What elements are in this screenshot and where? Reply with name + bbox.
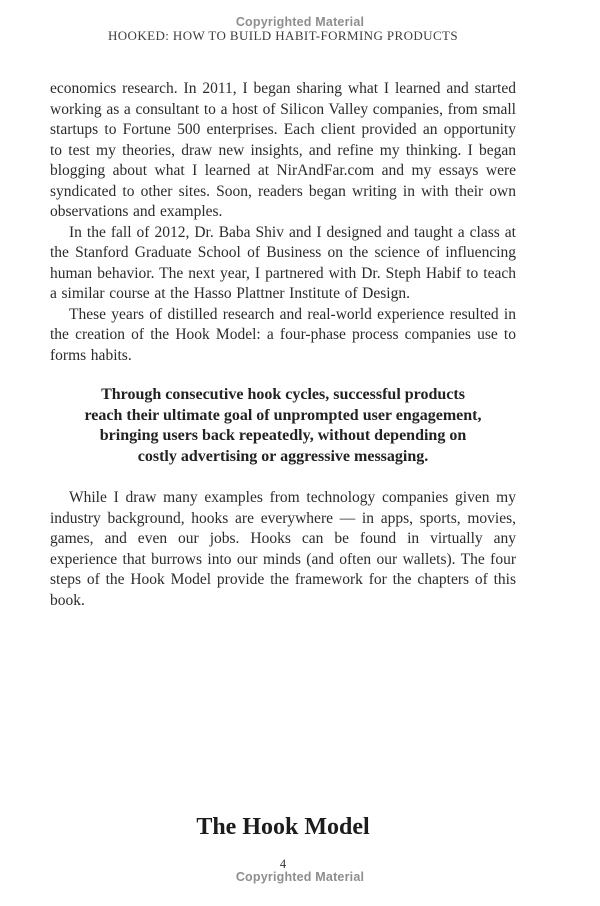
paragraph-distilled-research: These years of distilled research and real-world experience resulted in the creation of the Hook Model: a four-phase process companies use to forms habits. [50,305,516,364]
page-body [50,79,516,611]
pull-quote-line: bringing users back repeatedly, without depending on [99,427,467,444]
pull-quote-line: Through consecutive hook cycles, successful products [101,386,465,403]
copyright-watermark-bottom: Copyrighted Material [235,870,365,884]
paragraph-fall-of-2012: In the fall of 2012, Dr. Baba Shiv and I designed and taught a class at the Stanford Graduate School of Business on the science of influencing human behavior. The next year, I partnered with Dr. Steph Habif to teach a similar course at the Hasso Plattner Institute of Design. [50,223,516,302]
page-number: 4 [279,857,287,871]
paragraph-while-i-draw: While I draw many examples from technology companies given my industry background, hooks are everywhere — in apps, sports, movies, games, and even our jobs. Hooks can be found in virtually any experience that burrows into our minds (and often our wallets). The four steps of the Hook Model provide the framework for the chapters of this book. [50,489,516,609]
pull-quote-line: costly advertising or aggressive messaging. [137,447,429,465]
pull-quote-line: reach their ultimate goal of unprompted user engagement, [84,406,482,424]
running-header: HOOKED: HOW TO BUILD HABIT-FORMING PRODUCTS [107,28,459,43]
paragraph-economics-research: economics research. In 2011, I began sharing what I learned and started working as a consultant to a host of Silicon Valley companies, from small startups to Fortune 500 enterprises. Each client provided an opportunity to test my theories, draw new insights, and refine my thinking. I began blogging about what I learned at NirAndFar.com and my essays were syndicated to other sites. Soon, readers began writing in with their own observations and examples. [50,80,516,220]
pull-quote [50,385,516,467]
copyright-watermark-top: Copyrighted Material [235,15,365,29]
section-heading: The Hook Model [196,814,370,840]
